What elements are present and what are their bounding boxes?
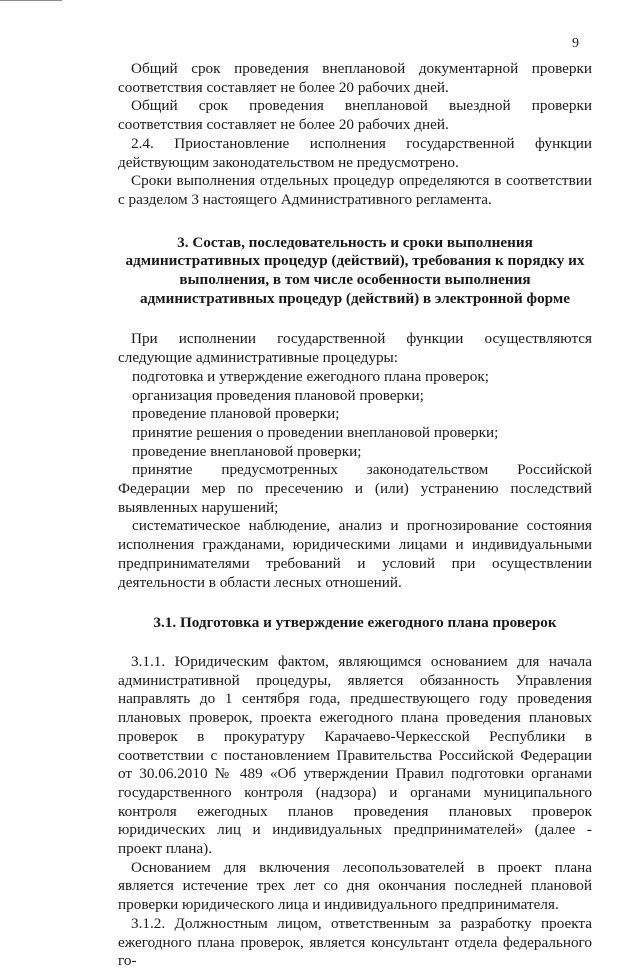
procedure-item: принятие решения о проведении внеплановой проверки;: [132, 423, 499, 441]
intro-paragraph-4: Сроки выполнения отдельных процедур определяются в соответствии с разделом 3 настоящего Административного регламента.: [118, 172, 592, 208]
section-3-lead: При исполнении государственной функции осуществляются следующие административные процедуры:: [118, 330, 592, 367]
document-body: [118, 60, 592, 971]
procedure-item: систематическое наблюдение, анализ и прогнозирование состояния исполнения гражданами, юридическими лицами и индивидуальными предпринимателями требований и условий при осуществлении деятельности в области лесных отношений.: [118, 517, 592, 591]
section-3-1-paragraph: 3.1.2. Должностным лицом, ответственным за разработку проекта ежегодного плана проверок, является консультант отдела федерального го-: [118, 914, 592, 970]
intro-paragraph-1: Общий срок проведения внеплановой документарной проверки соответствия составляет не более 20 рабочих дней.: [118, 60, 592, 96]
procedure-item: принятие предусмотренных законодательством Российской Федерации мер по пресечению и (или) устранению последствий выявленных нарушений;: [118, 461, 592, 516]
section-3-1-paragraph: Основанием для включения лесопользователей в проект плана является истечение трех лет со дня окончания последней плановой проверки юридического лица и индивидуального предпринимателя.: [118, 858, 592, 914]
intro-paragraph-3: 2.4. Приостановление исполнения государственной функции действующим законодательством не предусмотрено.: [118, 134, 592, 171]
intro-paragraph-2: Общий срок проведения внеплановой выездной проверки соответствия составляет не более 20 рабочих дней.: [118, 97, 592, 134]
top-rule: [0, 0, 62, 1]
procedure-item: проведение внеплановой проверки;: [132, 442, 362, 460]
procedure-item: организация проведения плановой проверки;: [132, 386, 424, 404]
section-3-1-heading: 3.1. Подготовка и утверждение ежегодного плана проверок: [153, 614, 557, 632]
procedure-item: проведение плановой проверки;: [132, 405, 340, 423]
page-number: 9: [572, 36, 579, 51]
procedure-item: подготовка и утверждение ежегодного плана проверок;: [132, 367, 489, 385]
section-3-heading: 3. Состав, последовательность и сроки выполнения административных процедур (действий), требования к порядку их выполнения, в том числе особенности выполнения административных процедур (действий) в электронной форме: [125, 233, 585, 307]
section-3-1-paragraph: 3.1.1. Юридическим фактом, являющимся основанием для начала административной процедуры, является обязанность Управления направлять до 1 сентября года, предшествующего году проведения плановых проверок, проекта ежегодного плана проведения плановых проверок в прокуратуру Карачаево-Черкесской Республики в соответствии с постановлением Правительства Российской Федерации от 30.06.2010 № 489 «Об утверждении Правил подготовки органами государственного контроля (надзора) и органами муниципального контроля ежегодных планов проведения плановых проверок юридических лиц и индивидуальных предпринимателей» (далее - проект плана).: [118, 652, 592, 858]
